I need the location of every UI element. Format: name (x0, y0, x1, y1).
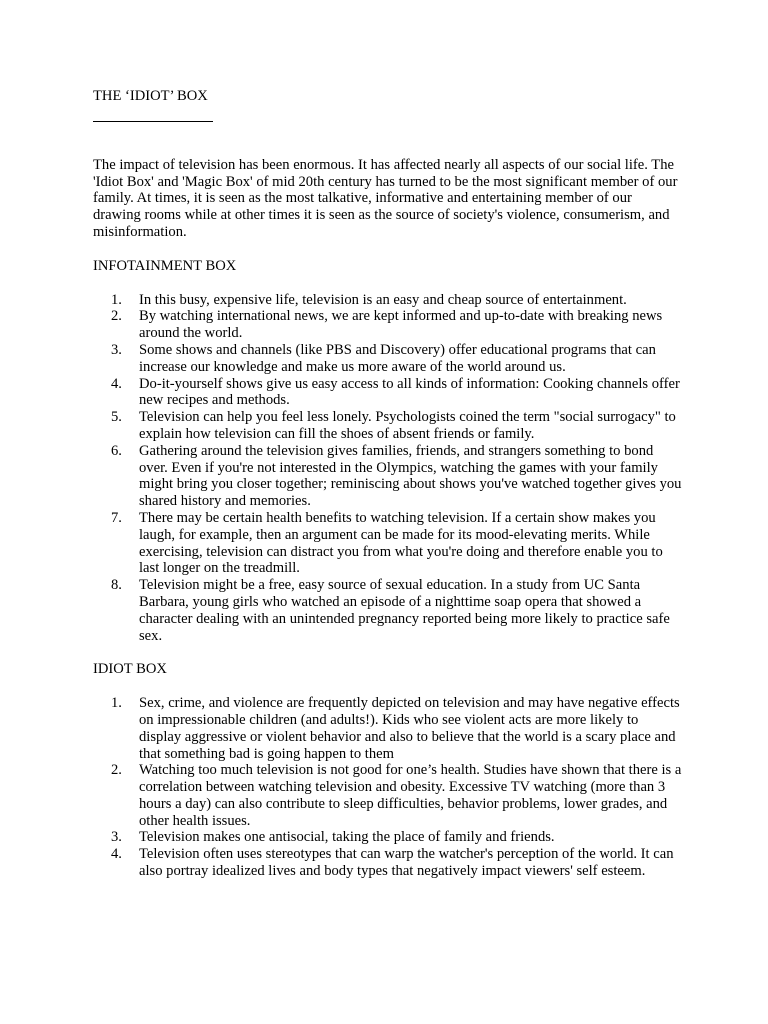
list-item (93, 510, 683, 577)
list-item (93, 409, 683, 443)
list-item (93, 762, 683, 829)
list-item-text: Sex, crime, and violence are frequently depicted on television and may have negative effects on impressionable children (and adults!). Kids who see violent acts are more likely to display aggressive or violent behavior and also to believe that the world is a scary place and that something bad is going happen to them (139, 695, 680, 762)
list-item-text: Television can help you feel less lonely. Psychologists coined the term "social surrogacy" to explain how television can fill the shoes of absent friends or family. (139, 409, 676, 442)
list-item (93, 342, 683, 376)
document-page (93, 88, 683, 880)
list-number: 2. (111, 308, 122, 325)
document-title: THE ‘IDIOT’ BOX (93, 88, 208, 104)
infotainment-list (93, 292, 683, 645)
list-item (93, 292, 683, 309)
list-number: 3. (111, 341, 122, 358)
list-item (93, 695, 683, 762)
list-number: 1. (111, 695, 122, 712)
intro-paragraph: The impact of television has been enormous. It has affected nearly all aspects of our social life. The 'Idiot Box' and 'Magic Box' of mid 20th century has turned to be the most significant member of our family. At times, it is seen as the most talkative, informative and entertaining member of our drawing rooms while at other times it is seen as the source of society's violence, consumerism, and misinformation. (93, 156, 678, 240)
list-item-text: Some shows and channels (like PBS and Discovery) offer educational programs that can increase our knowledge and make us more aware of the world around us. (139, 341, 656, 375)
list-item-text: Television might be a free, easy source of sexual education. In a study from UC Santa Barbara, young girls who watched an episode of a nighttime soap opera that showed a character dealing with an unintended pregnancy reported being more likely to practice safe sex. (139, 577, 670, 644)
section-heading-idiot-box: IDIOT BOX (93, 661, 167, 678)
list-item-text: Television often uses stereotypes that can warp the watcher's perception of the world. It can also portray idealized lives and body types that negatively impact viewers' self esteem. (139, 846, 674, 880)
list-item (93, 577, 683, 644)
list-item (93, 846, 683, 880)
list-item (93, 443, 683, 510)
list-number: 8. (111, 577, 122, 594)
list-number: 4. (111, 375, 122, 392)
list-number: 5. (111, 409, 122, 426)
list-item-text: Television makes one antisocial, taking the place of family and friends. (139, 829, 555, 846)
list-item (93, 376, 683, 410)
list-number: 1. (111, 291, 122, 308)
idiot-box-list (93, 695, 683, 880)
list-item-text: Do-it-yourself shows give us easy access to all kinds of information: Cooking channels offer new recipes and methods. (139, 375, 680, 409)
list-item (93, 829, 683, 846)
section-heading-infotainment: INFOTAINMENT BOX (93, 257, 237, 274)
list-item-text: Watching too much television is not good for one’s health. Studies have shown that there is a correlation between watching television and obesity. Excessive TV watching (more than 3 hours a day) can also contribute to sleep difficulties, behavior problems, lower grades, and other health issues. (139, 762, 682, 829)
list-number: 4. (111, 846, 122, 863)
list-number: 3. (111, 829, 122, 846)
list-number: 2. (111, 762, 122, 779)
list-item-text: In this busy, expensive life, television is an easy and cheap source of entertainment. (139, 291, 627, 308)
list-number: 6. (111, 442, 122, 459)
list-item (93, 308, 683, 342)
list-item-text: Gathering around the television gives families, friends, and strangers something to bond over. Even if you're not interested in the Olympics, watching the games with your family might bring you closer together; reminiscing about shows you've watched together gives you shared history and memories. (139, 442, 682, 510)
list-item-text: There may be certain health benefits to watching television. If a certain show makes you laugh, for example, then an argument can be made for its mood-elevating merits. While exercising, television can distract you from what you're doing and therefore enable you to last longer on the treadmill. (139, 509, 663, 577)
list-item-text: By watching international news, we are kept informed and up-to-date with breaking news around the world. (139, 308, 663, 342)
title-underline (93, 121, 213, 122)
list-number: 7. (111, 509, 122, 526)
